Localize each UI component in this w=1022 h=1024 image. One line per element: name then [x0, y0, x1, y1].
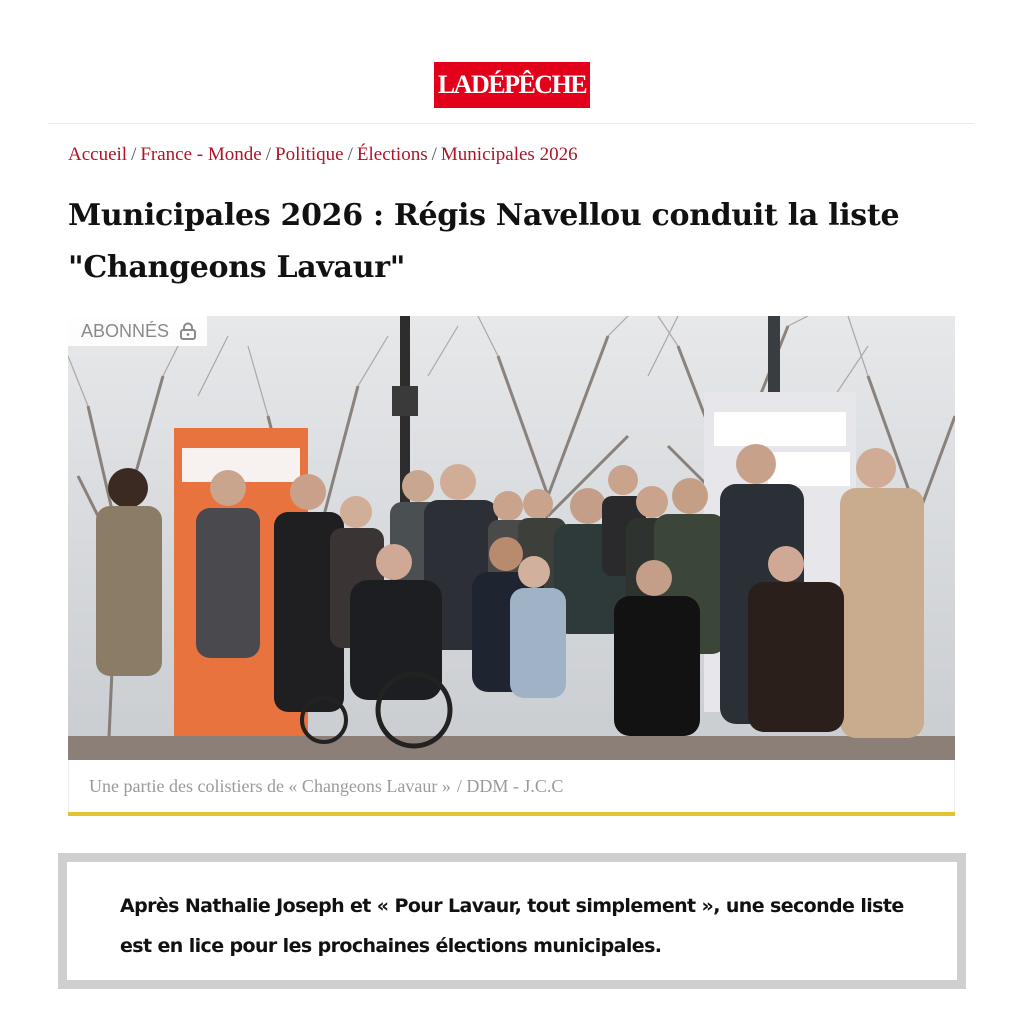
breadcrumb-separator: /	[265, 144, 271, 165]
breadcrumb-separator: /	[131, 144, 137, 165]
photo-credit: / DDM - J.C.C	[456, 775, 564, 796]
breadcrumb-france-monde[interactable]: France - Monde	[140, 144, 262, 165]
breadcrumb-separator: /	[347, 144, 353, 165]
article-figure	[68, 316, 955, 816]
subscribers-label: ABONNÉS	[81, 320, 170, 341]
photo-caption	[68, 760, 955, 812]
article-title: Municipales 2026 : Régis Navellou conduit la liste "Changeons Lavaur"	[68, 198, 900, 285]
header-divider	[48, 123, 974, 124]
subscribers-badge	[68, 316, 207, 346]
la-depeche-logo[interactable]: LADÉPÊCHE	[434, 62, 590, 108]
breadcrumb-municipales-2026[interactable]: Municipales 2026	[440, 144, 578, 165]
breadcrumb	[68, 144, 578, 166]
breadcrumb-elections[interactable]: Élections	[356, 144, 428, 165]
group-photo-illustration	[68, 316, 955, 760]
breadcrumb-separator: /	[431, 144, 437, 165]
lock-icon	[179, 322, 197, 340]
article-lead: Après Nathalie Joseph et « Pour Lavaur, tout simplement », une seconde liste est en lice pour les prochaines élections municipales.	[120, 895, 904, 957]
site-header	[0, 0, 1022, 124]
caption-accent-rule	[68, 812, 955, 816]
article-photo[interactable]	[68, 316, 955, 760]
breadcrumb-politique[interactable]: Politique	[275, 144, 344, 165]
caption-text: Une partie des colistiers de « Changeons Lavaur »	[89, 775, 451, 796]
breadcrumb-accueil[interactable]: Accueil	[68, 144, 128, 165]
article-lead-box	[58, 853, 966, 989]
